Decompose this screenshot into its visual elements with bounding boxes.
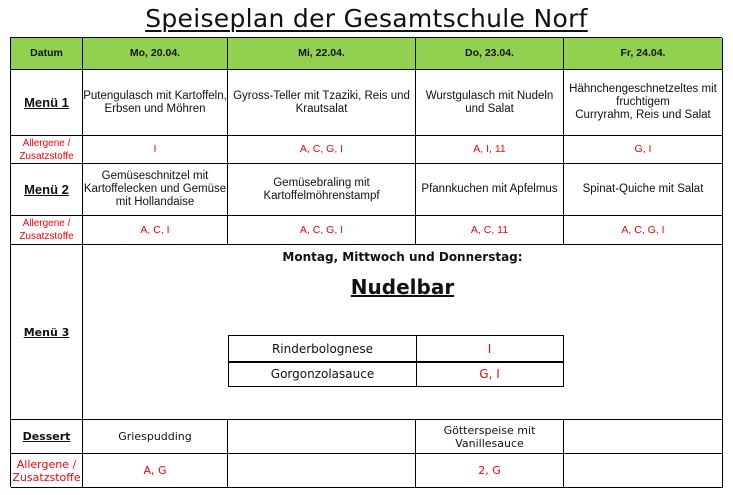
dish-cell-text: Gemüsebraling mit Kartoffelmöhrenstampf: [263, 176, 380, 202]
nudelbar-allergen: [416, 335, 564, 363]
row-label-menu2-text: Menü 2: [24, 182, 69, 197]
allergen-cell: [564, 136, 723, 164]
nudelbar-cell: [83, 245, 723, 420]
allergen-cell: [228, 216, 416, 245]
allergen-cell-text: A, C, G, I: [299, 223, 344, 236]
header-datum: [11, 38, 83, 70]
dish-cell: [83, 164, 228, 216]
allergen-cell-text: A, C, G, I: [299, 143, 344, 155]
allergen-label-text: Allergene / Zusatzstoffe: [19, 137, 74, 162]
nudelbar-days: Montag, Mittwoch und Donnerstag:: [282, 250, 523, 264]
header-day: [564, 38, 723, 70]
allergen-label: [11, 216, 83, 245]
sauce-name: Rinderbolognese: [271, 341, 374, 356]
allergen-cell: [416, 136, 564, 164]
allergen-cell: [83, 216, 228, 245]
dish-cell: [416, 164, 564, 216]
header-day-text: Fr, 24.04.: [620, 47, 666, 59]
dish-cell-text: Wurstgulasch mit Nudeln und Salat: [425, 89, 554, 115]
allergen-cell: [83, 454, 228, 488]
dish-cell: [564, 70, 723, 136]
dish-cell: [416, 70, 564, 136]
header-day: [416, 38, 564, 70]
allergen-cell: [228, 136, 416, 164]
sauce-allergens: G, I: [479, 366, 500, 381]
allergen-cell-text: 2, G: [478, 464, 501, 477]
nudelbar-sauce: [228, 335, 417, 363]
dish-cell-text: Pfannkuchen mit Apfelmus: [421, 183, 558, 195]
header-day: [228, 38, 416, 70]
row-label-menu1: [11, 70, 83, 136]
sauce-allergens: I: [487, 341, 492, 356]
dish-cell-text: Spinat-Quiche mit Salat: [582, 183, 704, 195]
dish-cell: [228, 164, 416, 216]
dessert-cell: [564, 420, 723, 454]
dish-cell: [228, 70, 416, 136]
row-label-menu2: [11, 164, 83, 216]
allergen-cell-text: A, I, 11: [473, 143, 506, 155]
dessert-cell-text: Götterspeise mit Vanillesauce: [443, 423, 536, 450]
allergen-label: [11, 454, 83, 488]
allergen-cell: [416, 216, 564, 245]
header-day-text: Mi, 22.04.: [298, 47, 345, 59]
allergen-cell-text: A, C, G, I: [621, 223, 665, 236]
allergen-cell: [416, 454, 564, 488]
allergen-cell-text: A, G: [143, 464, 167, 477]
header-day-text: Do, 23.04.: [464, 47, 515, 59]
allergen-label-text: Allergene / Zusatzstoffe: [12, 457, 81, 484]
nudelbar-title: Nudelbar: [350, 275, 455, 299]
allergen-cell-text: I: [153, 143, 157, 155]
dish-cell-text: Gyross-Teller mit Tzaziki, Reis und Krautsalat: [233, 89, 410, 115]
dessert-cell: [83, 420, 228, 454]
allergen-cell: [83, 136, 228, 164]
allergen-cell: [228, 454, 416, 488]
dessert-cell-text: Griespudding: [118, 430, 192, 443]
nudelbar-allergen: [416, 361, 564, 387]
allergen-cell-text: A, C, 11: [470, 223, 509, 236]
sauce-name: Gorgonzolasauce: [270, 366, 375, 381]
row-label-dessert: [11, 420, 83, 454]
row-label-menu3-text: Menü 3: [23, 325, 70, 339]
dish-cell-text: Putengulasch mit Kartoffeln, Erbsen und Möhren: [83, 89, 227, 115]
allergen-cell: [564, 454, 723, 488]
header-day-text: Mo, 20.04.: [129, 47, 181, 59]
row-label-menu1-text: Menü 1: [24, 95, 69, 110]
dessert-cell: [228, 420, 416, 454]
header-datum-text: Datum: [30, 47, 63, 59]
allergen-label: [11, 136, 83, 164]
allergen-cell-text: G, I: [634, 143, 652, 155]
page-title: Speiseplan der Gesamtschule Norf: [145, 4, 588, 33]
allergen-cell: [564, 216, 723, 245]
header-day: [83, 38, 228, 70]
dish-cell-text: Gemüseschnitzel mit Kartoffelecken und Gemüse mit Hollandaise: [83, 170, 227, 208]
menu-table: [10, 37, 722, 487]
dish-cell-text: Hähnchengeschnetzeltes mit fruchtigem Curryrahm, Reis und Salat: [569, 83, 717, 121]
dish-cell: [83, 70, 228, 136]
allergen-cell-text: A, C, I: [140, 223, 170, 236]
dish-cell: [564, 164, 723, 216]
dessert-cell: [416, 420, 564, 454]
row-label-menu3: [11, 245, 83, 420]
allergen-label-text: Allergene / Zusatzstoffe: [19, 218, 74, 242]
nudelbar-sauce: [228, 361, 417, 387]
row-label-dessert-text: Dessert: [22, 430, 71, 443]
